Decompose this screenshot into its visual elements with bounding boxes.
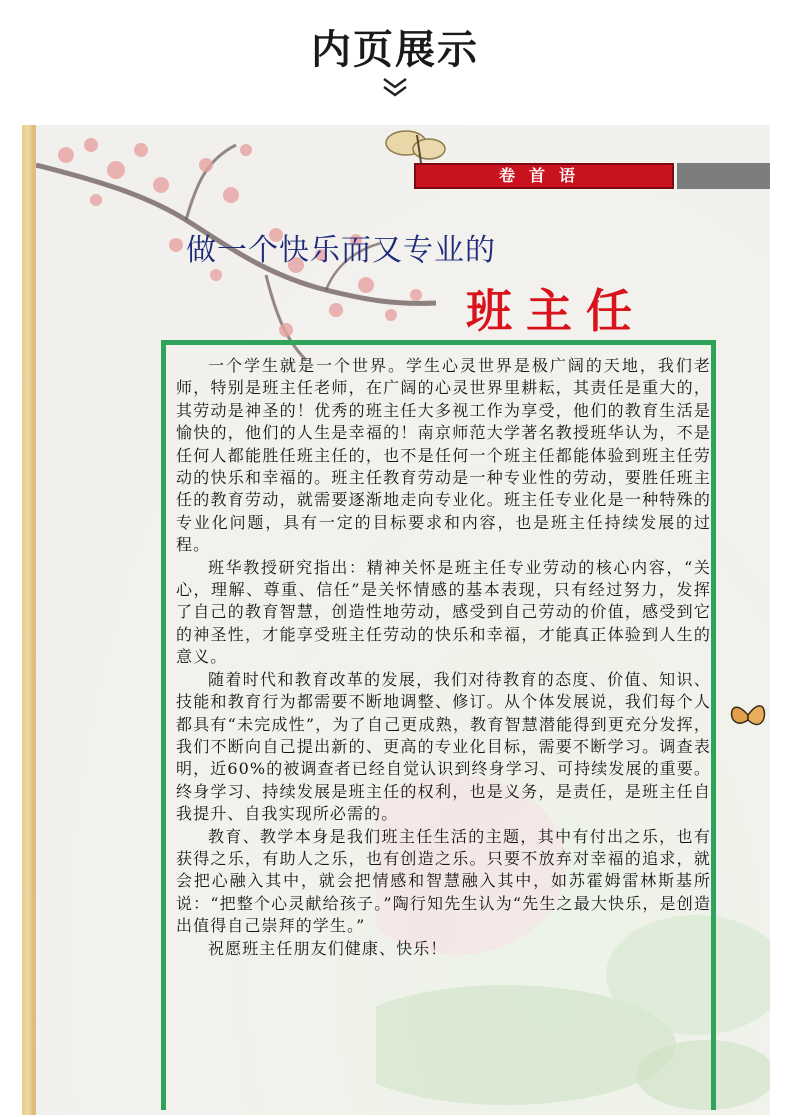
body-text bbox=[176, 355, 711, 960]
butterfly-icon bbox=[726, 680, 770, 750]
paragraph: 随着时代和教育改革的发展，我们对待教育的态度、价值、知识、技能和教育行为都需要不断地调整、修订。从个体发展说，我们每个人都具有“未完成性”，为了自己更成熟，教育智慧潜能得到更充分发挥，我们不断向自己提出新的、更高的专业化目标，需要不断学习。调查表明，近60%的被调查者已经自觉认识到终身学习、可持续发展的重要。终身学习、持续发展是班主任的权利，也是义务，是责任，是班主任自我提升、自我实现所必需的。 bbox=[176, 669, 711, 824]
main-title-line1: 做一个快乐而又专业的 bbox=[186, 233, 496, 268]
paragraph: 一个学生就是一个世界。学生心灵世界是极广阔的天地，我们老师，特别是班主任老师，在广阔的心灵世界里耕耘，其责任是重大的，其劳动是神圣的！优秀的班主任大多视工作为享受，他们的教育生活是愉快的，他们的人生是幸福的！南京师范大学著名教授班华认为，不是任何人都能胜任班主任的，也不是任何一个班主任都能体验到班主任劳动的快乐和幸福的。班主任教育劳动是一种专业性的劳动，要胜任班主任的教育劳动，就需要逐渐地走向专业化。班主任专业化是一种特殊的专业化问题，具有一定的目标要求和内容，也是班主任持续发展的过程。 bbox=[176, 356, 711, 555]
paragraph: 祝愿班主任朋友们健康、快乐！ bbox=[208, 938, 448, 958]
page-title: 内页展示 bbox=[311, 27, 479, 73]
chevron-down-icon bbox=[380, 76, 410, 98]
paragraph: 班华教授研究指出：精神关怀是班主任专业劳动的核心内容，“关心，理解、尊重、信任”是关怀情感的基本表现，只有经过努力，发挥了自己的教育智慧，创造性地劳动，感受到自己劳动的价值，感受到它的神圣性，才能享受班主任劳动的快乐和幸福，才能真正体验到人生的意义。 bbox=[176, 557, 711, 667]
section-tag-accent bbox=[677, 163, 770, 189]
book-page-photo bbox=[22, 125, 770, 1115]
book-page bbox=[36, 125, 770, 1115]
paragraph: 教育、教学本身是我们班主任生活的主题，其中有付出之乐，也有获得之乐，有助人之乐，也有创造之乐。只要不放弃对幸福的追求，就会把心融入其中，就会把情感和智慧融入其中，如苏霍姆雷林斯基所说：“把整个心灵献给孩子。”陶行知先生认为“先生之最大快乐，是创造出值得自己崇拜的学生。” bbox=[176, 826, 711, 936]
main-title-line2: 班主任 bbox=[466, 284, 646, 338]
section-tag: 卷首语 bbox=[414, 163, 674, 189]
